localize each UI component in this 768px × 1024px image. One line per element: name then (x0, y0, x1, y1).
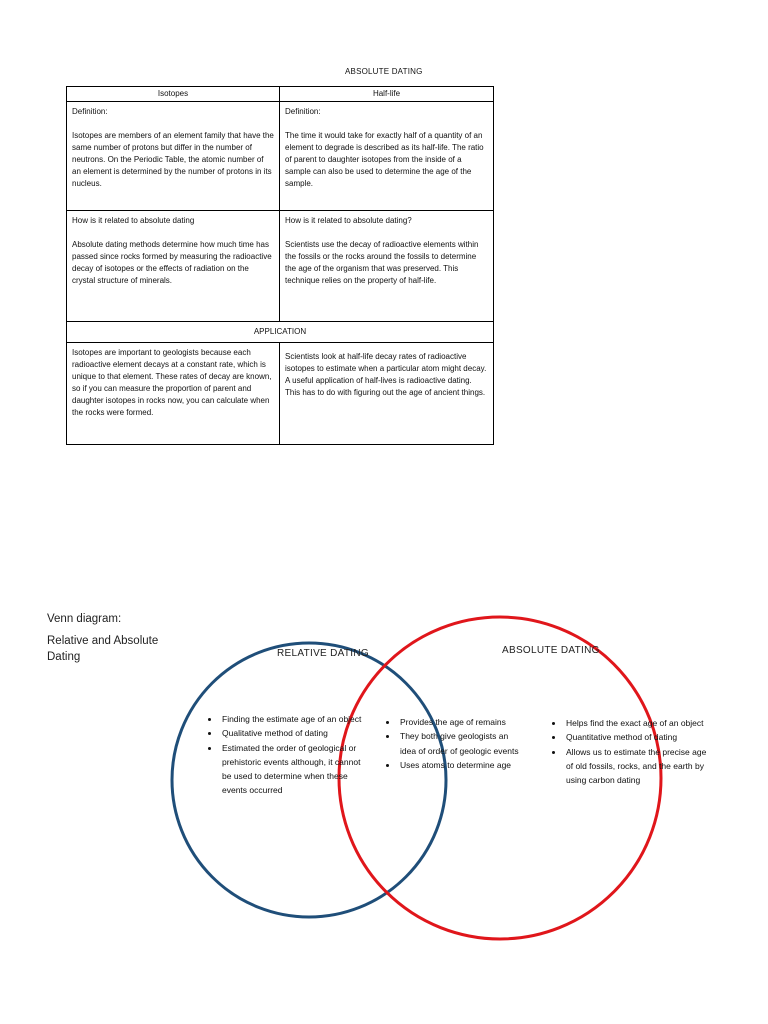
application-header-row (67, 322, 494, 343)
half-life-definition-cell (280, 102, 494, 211)
definition-label: Definition: (285, 107, 321, 116)
definition-row (67, 102, 494, 211)
isotopes-definition-cell (67, 102, 280, 211)
relation-row (67, 211, 494, 322)
column-header-isotopes: Isotopes (67, 87, 280, 102)
absolute-dating-title: ABSOLUTE DATING (502, 645, 600, 656)
venn-heading: Venn diagram: (47, 613, 122, 625)
relation-label: How is it related to absolute dating? (285, 216, 412, 225)
absolute-dating-table (66, 86, 494, 445)
relative-dating-item: • Qualitative method of dating (220, 726, 368, 740)
half-life-relation-cell (280, 211, 494, 322)
venn-subheading-line2: Dating (47, 651, 81, 663)
half-life-definition-text: The time it would take for exactly half of a quantity of an element to degrade is described as its half-life. The ratio of parent to daughter isotopes from the inside of a sample can also be used to determine the age of the sample. (285, 131, 484, 188)
document-title: ABSOLUTE DATING (345, 67, 423, 76)
isotopes-application-cell (67, 343, 280, 445)
shared-traits-list (380, 715, 520, 772)
isotopes-relation-cell (67, 211, 280, 322)
table-header-row (67, 87, 494, 102)
half-life-relation-text: Scientists use the decay of radioactive elements within the fossils or the rocks around the fossils to determine the age of the organism that was preserved. This technique relies on the property of half-life. (285, 240, 479, 285)
absolute-dating-item: • Allows us to estimate the precise age of old fossils, rocks, and the earth by using carbon dating (564, 745, 712, 788)
absolute-dating-item: • Quantitative method of dating (564, 730, 712, 744)
isotopes-relation-text: Absolute dating methods determine how much time has passed since rocks formed by measuring the radioactive decay of isotopes or the effects of radiation on the crystal structure of minerals. (72, 240, 272, 285)
relative-dating-list (202, 712, 368, 798)
isotopes-application-text: Isotopes are important to geologists because each radioactive element decays at a constant rate, which is unique to that element. These rates of decay are known, so if you can measure the proportion of parent and daughter isotopes in rocks now, you can calculate when the rocks were formed. (72, 348, 272, 417)
application-header: APPLICATION (67, 322, 494, 343)
relation-label: How is it related to absolute dating (72, 216, 195, 225)
relative-dating-item: • Estimated the order of geological or prehistoric events although, it cannot be used to determine when these events occurred (220, 741, 368, 798)
venn-subheading-line1: Relative and Absolute (47, 635, 159, 647)
relative-dating-title: RELATIVE DATING (277, 648, 369, 659)
shared-trait-item: • Uses atoms to determine age (398, 758, 520, 772)
definition-label: Definition: (72, 107, 108, 116)
relative-dating-item: • Finding the estimate age of an object (220, 712, 368, 726)
absolute-dating-item: • Helps find the exact age of an object (564, 716, 712, 730)
half-life-application-cell (280, 343, 494, 445)
shared-trait-item: • Provides the age of remains (398, 715, 520, 729)
absolute-dating-list (546, 716, 712, 787)
column-header-half-life: Half-life (280, 87, 494, 102)
application-row (67, 343, 494, 445)
shared-trait-item: • They both give geologists an idea of order of geologic events (398, 729, 520, 758)
half-life-application-text: Scientists look at half-life decay rates of radioactive isotopes to estimate when a particular atom might decay. A useful application of half-lives is radioactive dating. This has to do with figuring out the age of ancient things. (285, 352, 487, 397)
isotopes-definition-text: Isotopes are members of an element family that have the same number of protons but differ in the number of neutrons. On the Periodic Table, the atomic number of an element is determined by the number of protons in its nucleus. (72, 131, 274, 188)
